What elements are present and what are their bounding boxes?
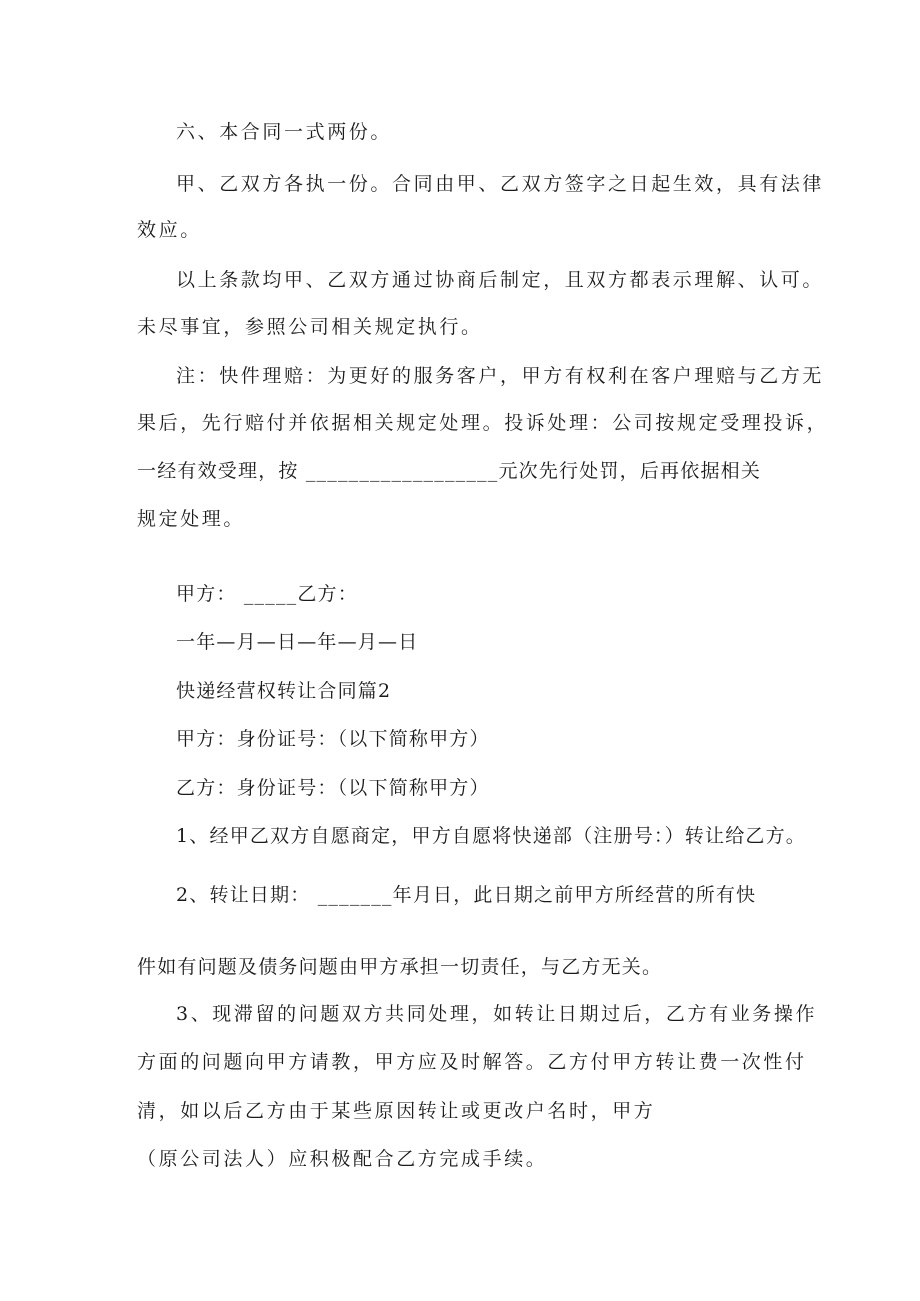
clause-2: 2、转让日期： _______年月日，此日期之前甲方所经营的所有快: [176, 884, 757, 906]
text-line-1: 六、本合同一式两份。: [176, 121, 393, 143]
party-a-line: 甲方：身份证号：（以下简称甲方）: [176, 728, 490, 750]
clause-1: 1、经甲乙双方自愿商定，甲方自愿将快递部（注册号：）转让给乙方。: [176, 825, 806, 847]
party-signature-line: 甲方： _____乙方：: [176, 583, 358, 605]
section-title: 快递经营权转让合同篇2: [176, 680, 392, 702]
clause-3-cont-2: 清，如以后乙方由于某些原因转让或更改户名时，甲方: [137, 1100, 656, 1122]
text-line-2: 甲、乙双方各执一份。合同由甲、乙双方签字之日起生效，具有法律: [176, 173, 825, 195]
text-line-9: 规定处理。: [137, 508, 246, 530]
clause-3: 3、现滞留的问题双方共同处理，如转让日期过后，乙方有业务操作: [176, 1003, 818, 1025]
clause-3-cont-1: 方面的问题向甲方请教，甲方应及时解答。乙方付甲方转让费一次性付: [137, 1051, 807, 1073]
text-line-6: 注：快件理赔：为更好的服务客户，甲方有权利在客户理赔与乙方无: [176, 365, 825, 387]
text-line-3: 效应。: [137, 219, 202, 241]
clause-2-cont: 件如有问题及债务问题由甲方承担一切责任，与乙方无关。: [137, 956, 663, 978]
date-line: 一年—月—日—年—月—日: [176, 631, 419, 653]
text-line-8: 一经有效受理，按 __________________元次先行处罚，后再依据相关: [137, 460, 762, 482]
text-line-5: 未尽事宜，参照公司相关规定执行。: [137, 316, 483, 338]
text-line-7: 果后，先行赔付并依据相关规定处理。投诉处理：公司按规定受理投诉，: [137, 412, 829, 434]
text-line-4: 以上条款均甲、乙双方通过协商后制定，且双方都表示理解、认可。: [176, 269, 825, 291]
clause-3-cont-3: （原公司法人）应积极配合乙方完成手续。: [137, 1148, 548, 1170]
party-b-line: 乙方：身份证号：（以下简称甲方）: [176, 777, 490, 799]
